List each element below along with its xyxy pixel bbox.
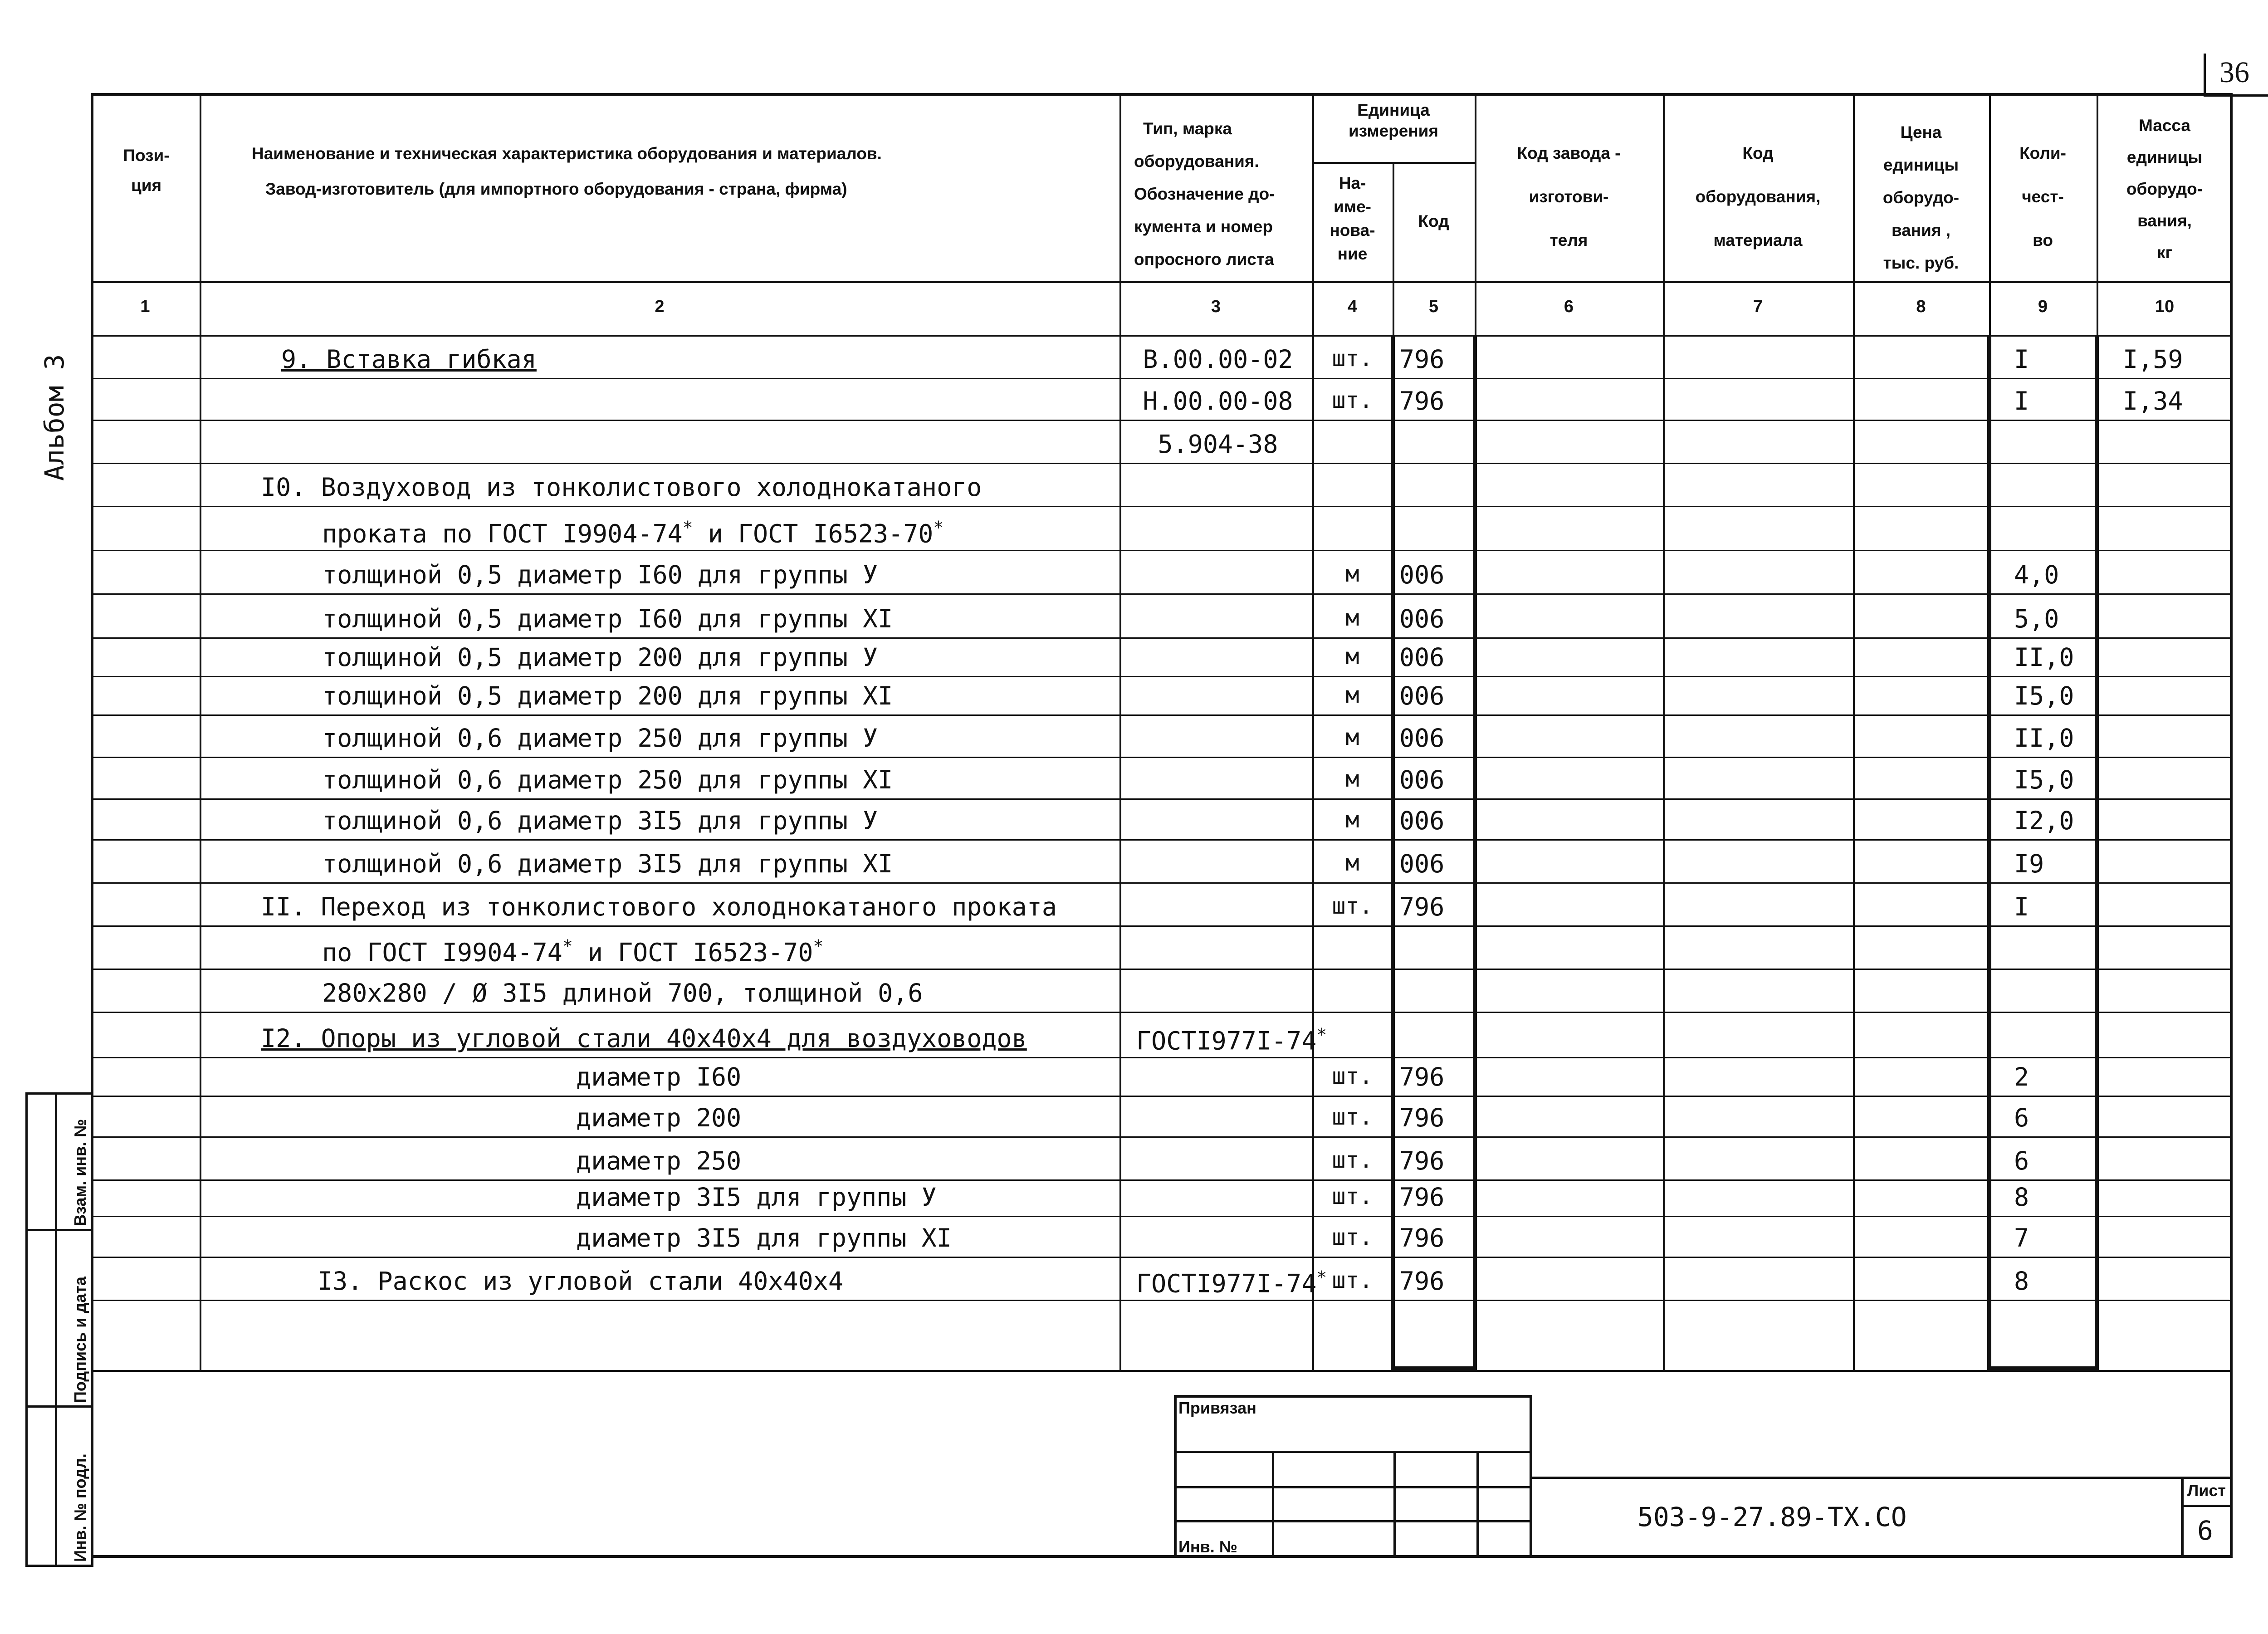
hdr-unit-mass: Масса единицы оборудо- вания, кг — [2126, 116, 2203, 262]
row-unit-code: 006 — [1399, 849, 1445, 878]
row-quantity: 5,0 — [2014, 604, 2059, 633]
page-number-box — [2204, 54, 2268, 97]
row-name: II. Переход из тонколистового холоднокатаного проката — [261, 892, 1057, 921]
tb-vline — [1393, 1451, 1396, 1558]
hdr-type: Тип, марка оборудования. Обозначение до- кумента и номер опросного листа — [1134, 119, 1275, 269]
row-unit-code: 796 — [1399, 345, 1445, 374]
row-quantity: 6 — [2014, 1146, 2029, 1175]
row-name: диаметр 250 — [576, 1146, 742, 1175]
row-separator — [91, 1136, 2233, 1138]
hdr-position: Пози- ция — [123, 146, 170, 195]
stamp-line — [28, 1229, 91, 1231]
row-unit-code: 006 — [1399, 765, 1445, 794]
row-name: I3. Раскос из угловой стали 40x40x4 — [318, 1267, 843, 1296]
row-name: толщиной 0,5 диаметр I60 для группы У — [322, 560, 878, 589]
row-name: диаметр 3I5 для группы XI — [576, 1223, 952, 1252]
row-separator — [91, 925, 2233, 927]
hdr-name: Наименование и техническая характеристика оборудования и материалов. Завод-изготовитель (для импортного оборудования - страна, фирма) — [252, 144, 882, 198]
row-name: I2. Опоры из угловой стали 40x40x4 для воздуховодов — [261, 1024, 1027, 1053]
row-unit-code: 796 — [1399, 1183, 1445, 1212]
row-separator — [91, 798, 2233, 800]
code-col-bottom-bold — [1391, 1366, 1477, 1370]
header-bottom-line — [91, 281, 2233, 283]
row-quantity: I5,0 — [2014, 765, 2074, 794]
row-name: 9. Вставка гибкая — [281, 345, 537, 374]
row-unit-code: 006 — [1399, 681, 1445, 710]
col-divider — [1853, 93, 1855, 1370]
side-stamp — [25, 1092, 93, 1567]
row-quantity: 6 — [2014, 1103, 2029, 1132]
hdr-unit-code: Код — [1418, 212, 1449, 230]
row-quantity: 4,0 — [2014, 560, 2059, 589]
sheet-label: Лист — [2187, 1481, 2226, 1500]
row-mass: I,59 — [2123, 345, 2183, 374]
row-unit: м — [1345, 807, 1359, 833]
row-separator — [91, 1257, 2233, 1258]
row-name: толщиной 0,6 диаметр 3I5 для группы У — [322, 806, 878, 835]
stamp-field-signature-date: Подпись и дата — [71, 1277, 89, 1403]
row-unit: шт. — [1332, 1147, 1373, 1173]
col-number: 5 — [1428, 297, 1439, 316]
col-number: 10 — [2155, 297, 2175, 316]
row-separator — [91, 637, 2233, 639]
row-unit-code: 796 — [1399, 1146, 1445, 1175]
title-block-binding — [1174, 1395, 1532, 1558]
row-separator — [91, 714, 2233, 716]
row-separator — [91, 550, 2233, 551]
row-name: диаметр 200 — [576, 1103, 742, 1132]
col-divider — [1663, 93, 1665, 1370]
row-type: ГОСТI977I-74* — [1136, 1025, 1327, 1056]
col-number: 7 — [1753, 297, 1763, 316]
document-number: 503-9-27.89-ТХ.СО — [1637, 1502, 1907, 1532]
stamp-field-replace-inv: Взам. инв. № — [71, 1119, 89, 1226]
inv-label: Инв. № — [1178, 1537, 1237, 1556]
row-unit: шт. — [1332, 893, 1373, 919]
hdr-equipment-code: Код оборудования, материала — [1695, 144, 1821, 250]
row-name: толщиной 0,5 диаметр I60 для группы XI — [322, 604, 893, 633]
sheet-line — [2184, 1505, 2233, 1507]
hdr-unit: Единица измерения — [1348, 101, 1439, 140]
row-unit: шт. — [1332, 1183, 1373, 1209]
row-name: I0. Воздуховод из тонколистового холоднокатаного — [261, 473, 982, 502]
row-unit-code: 796 — [1399, 1223, 1445, 1252]
stamp-field-orig-inv: Инв. № подл. — [71, 1453, 89, 1562]
row-quantity: 8 — [2014, 1183, 2029, 1212]
hdr-unit-price: Цена единицы оборудо- вания , тыс. руб. — [1882, 123, 1960, 272]
row-name: 280x280 / Ø 3I5 длиной 700, толщиной 0,6 — [322, 978, 923, 1008]
row-separator — [91, 1096, 2233, 1097]
qty-col-left-bold — [1987, 335, 1991, 1370]
row-type: В.00.00-02 — [1143, 345, 1293, 374]
row-quantity: I — [2014, 386, 2029, 416]
row-quantity: II,0 — [2014, 724, 2074, 753]
row-unit-code: 006 — [1399, 724, 1445, 753]
tb-vline — [1272, 1451, 1274, 1558]
qty-col-bottom-bold — [1987, 1366, 2099, 1370]
row-unit: шт. — [1332, 387, 1373, 413]
album-label: Альбом 3 — [39, 354, 70, 481]
row-unit-code: 006 — [1399, 643, 1445, 672]
row-unit: м — [1345, 724, 1359, 750]
row-type: Н.00.00-08 — [1143, 386, 1293, 416]
row-unit: м — [1345, 643, 1359, 670]
row-quantity: I9 — [2014, 849, 2044, 878]
sheet-box — [2181, 1477, 2233, 1558]
column-number-line — [91, 335, 2233, 337]
row-name: толщиной 0,6 диаметр 250 для группы XI — [322, 765, 893, 794]
row-unit: м — [1345, 766, 1359, 792]
row-unit: шт. — [1332, 1267, 1373, 1293]
row-separator — [91, 676, 2233, 677]
col-number: 3 — [1211, 297, 1221, 316]
col-number: 8 — [1916, 297, 1926, 316]
row-unit-code: 006 — [1399, 806, 1445, 835]
col-number: 9 — [2038, 297, 2048, 316]
row-unit: шт. — [1332, 1224, 1373, 1250]
row-unit: м — [1345, 682, 1359, 708]
row-unit-code: 796 — [1399, 1267, 1445, 1296]
row-unit: шт. — [1332, 1063, 1373, 1089]
row-separator — [91, 1057, 2233, 1058]
row-name: по ГОСТ I9904-74* и ГОСТ I6523-70* — [322, 936, 824, 967]
page-number: 36 — [2219, 56, 2249, 89]
row-unit: шт. — [1332, 1104, 1373, 1130]
row-quantity: I — [2014, 892, 2029, 921]
row-separator — [91, 839, 2233, 841]
row-separator — [91, 757, 2233, 758]
row-separator — [91, 1300, 2233, 1301]
row-name: диаметр 3I5 для группы У — [576, 1183, 937, 1212]
col-divider — [200, 93, 201, 1370]
row-unit-code: 796 — [1399, 892, 1445, 921]
row-name: толщиной 0,5 диаметр 200 для группы XI — [322, 681, 893, 710]
row-unit-code: 006 — [1399, 604, 1445, 633]
stamp-divider — [55, 1095, 57, 1565]
hdr-unit-name: На- име- нова- ние — [1330, 174, 1375, 263]
qty-col-right-bold — [2095, 335, 2099, 1370]
row-quantity: 7 — [2014, 1223, 2029, 1252]
row-name: проката по ГОСТ I9904-74* и ГОСТ I6523-70* — [322, 518, 944, 548]
hdr-quantity: Коли- чест- во — [2019, 144, 2066, 250]
row-quantity: I2,0 — [2014, 806, 2074, 835]
row-quantity: I5,0 — [2014, 681, 2074, 710]
row-separator — [91, 1012, 2233, 1013]
col-number: 4 — [1347, 297, 1358, 316]
row-separator — [91, 463, 2233, 464]
row-unit: м — [1345, 561, 1359, 587]
row-name: толщиной 0,6 диаметр 250 для группы У — [322, 724, 878, 753]
row-quantity: II,0 — [2014, 643, 2074, 672]
col-number: 6 — [1564, 297, 1574, 316]
row-quantity: 8 — [2014, 1267, 2029, 1296]
row-unit: м — [1345, 850, 1359, 876]
row-separator — [91, 420, 2233, 421]
row-type: 5.904-38 — [1158, 430, 1278, 459]
tb-vline — [1476, 1451, 1479, 1558]
table-bottom-line — [91, 1370, 2233, 1372]
col-divider — [1119, 93, 1121, 1370]
row-quantity: I — [2014, 345, 2029, 374]
row-unit-code: 796 — [1399, 1103, 1445, 1132]
row-mass: I,34 — [2123, 386, 2183, 416]
row-separator — [91, 1179, 2233, 1181]
row-unit-code: 796 — [1399, 1062, 1445, 1091]
row-name: толщиной 0,5 диаметр 200 для группы У — [322, 643, 878, 672]
row-name: толщиной 0,6 диаметр 3I5 для группы XI — [322, 849, 893, 878]
col-number: 1 — [140, 297, 150, 316]
row-separator — [91, 882, 2233, 884]
row-separator — [91, 1216, 2233, 1217]
hdr-plant-code: Код завода - изготови- теля — [1517, 144, 1621, 250]
row-unit: шт. — [1332, 345, 1373, 372]
bound-label: Привязан — [1178, 1399, 1256, 1417]
row-separator — [91, 378, 2233, 379]
row-unit-code: 006 — [1399, 560, 1445, 589]
row-type: ГОСТI977I-74* — [1136, 1267, 1327, 1298]
row-name: диаметр I60 — [576, 1062, 742, 1091]
row-unit: м — [1345, 605, 1359, 631]
row-quantity: 2 — [2014, 1062, 2029, 1091]
title-block-top-line — [1532, 1477, 2233, 1479]
row-separator — [91, 506, 2233, 507]
stamp-line — [28, 1405, 91, 1408]
row-separator — [91, 969, 2233, 970]
col-number: 2 — [655, 297, 665, 316]
row-separator — [91, 593, 2233, 595]
sheet-number: 6 — [2197, 1515, 2213, 1546]
code-col-right-bold — [1473, 335, 1477, 1370]
row-unit-code: 796 — [1399, 386, 1445, 416]
